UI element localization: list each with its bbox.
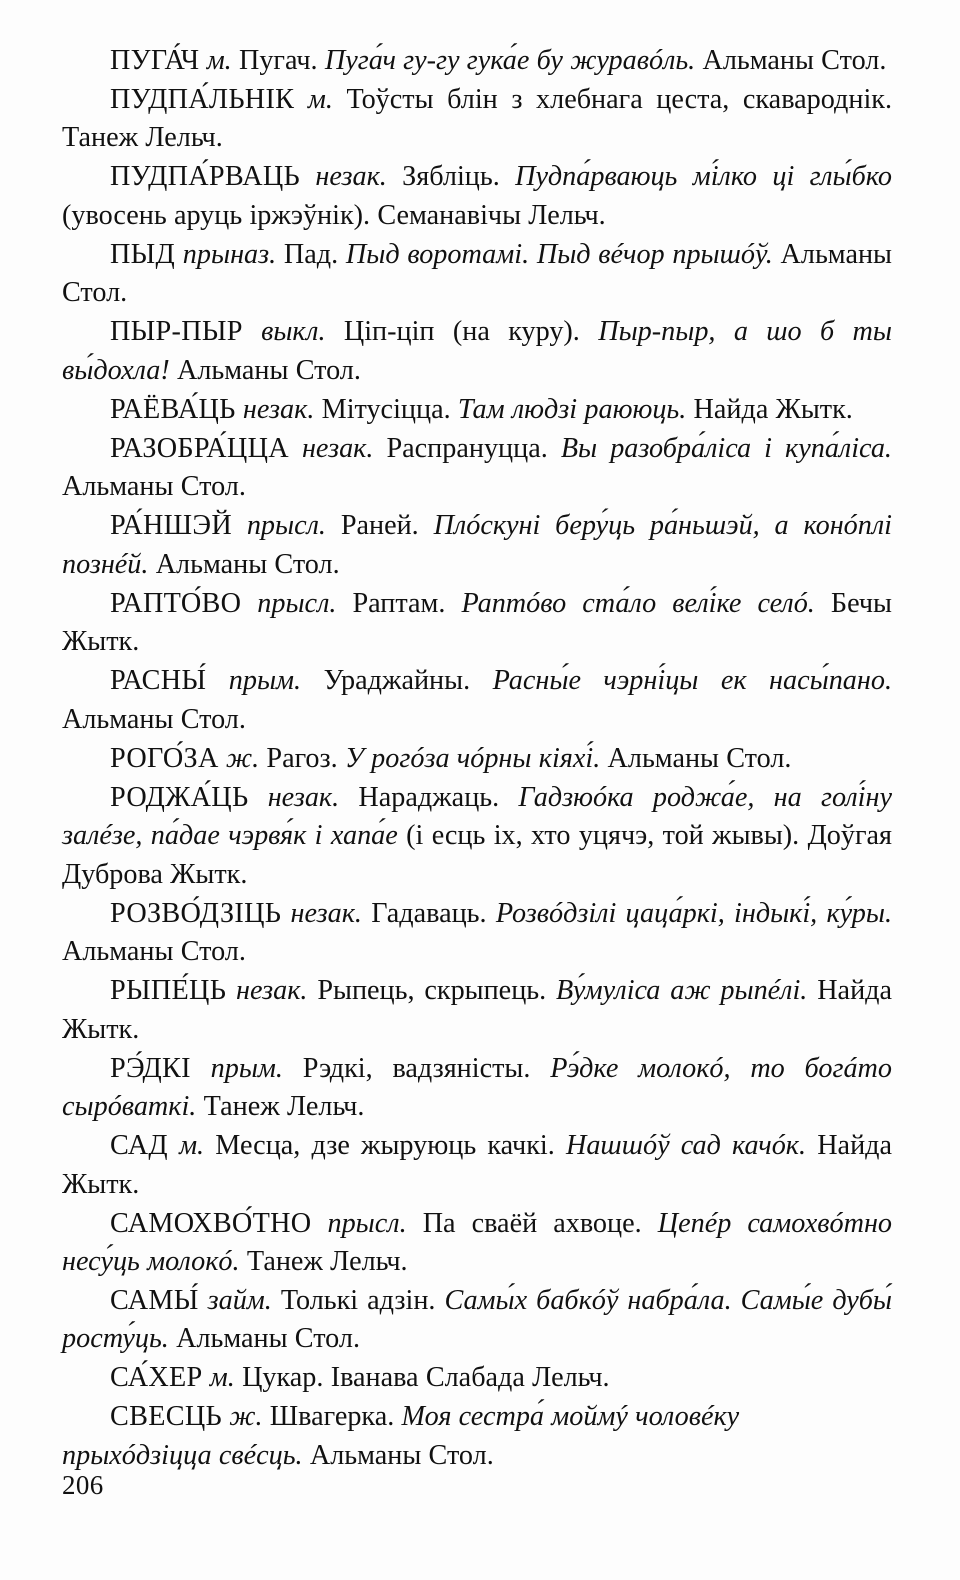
source-locality: Альманы Стол. [62, 703, 246, 735]
dictionary-entry [62, 740, 892, 778]
grammar-label: м. [209, 1362, 235, 1394]
grammar-label: м. [307, 83, 333, 115]
headword: ПЫР-ПЫР [110, 316, 243, 348]
source-locality: Альманы Стол. [62, 471, 246, 503]
source-locality: Альманы Стол. [62, 936, 246, 968]
headword: СВЕСЦЬ [110, 1401, 222, 1433]
dictionary-entry [62, 585, 892, 662]
definition: Швагерка. [269, 1401, 395, 1433]
example-sentence: Ву́муліса аж рыпéлі. [556, 975, 808, 1007]
example-sentence: Пыд воротамі. Пыд вéчор прышóў. [345, 238, 773, 270]
grammar-label: прым. [228, 665, 302, 697]
example-sentence: Там людзі раююць. [457, 393, 687, 425]
definition: Ціп-ціп (на куру). [343, 316, 580, 348]
source-locality: Найда Жытк. [62, 975, 893, 1045]
example-sentence: Расны́е чэрні́цы ек насы́пано. [492, 665, 893, 697]
grammar-label: незак. [290, 897, 362, 929]
definition: Рыпець, скрыпець. [317, 975, 547, 1007]
source-locality: Альманы Стол. [176, 1323, 361, 1355]
dictionary-entry [62, 1205, 892, 1282]
headword: РА́НШЭЙ [110, 510, 232, 542]
definition: Па сваёй ахвоце. [422, 1207, 642, 1239]
source-locality: Іванава Слабада Лельч. [330, 1362, 610, 1394]
definition: Гадаваць. [371, 897, 487, 929]
example-gloss: (і есць іх, хто уцячэ, той жывы). [406, 820, 800, 852]
definition: Толькі адзін. [280, 1285, 436, 1316]
example-sentence: Гадзюóка роджа́е, на голі́ну залéзе, па́дае чэрвя́к і хапа́е [62, 781, 892, 852]
grammar-label: ж. [225, 742, 260, 774]
headword: САМОХВО́ТНО [110, 1207, 312, 1239]
source-locality: Найда Жытк. [62, 1130, 893, 1200]
dictionary-entry [62, 236, 892, 313]
dictionary-entry [62, 42, 892, 80]
definition: Раптам. [352, 587, 446, 619]
dictionary-entry [62, 430, 892, 507]
source-locality: Альманы Стол. [309, 1439, 494, 1471]
source-locality: Танеж Лельч. [203, 1091, 365, 1123]
grammar-label: прыназ. [182, 238, 277, 270]
grammar-label: займ. [207, 1285, 272, 1316]
definition: Зябліць. [402, 161, 500, 193]
definition: Рэдкі, вадзяністы. [302, 1052, 531, 1084]
grammar-label: прым. [210, 1052, 283, 1084]
example-sentence: Моя сестра́ моймý чоловéку прыхóдзіцца свéсць. [62, 1401, 740, 1471]
dictionary-entry [62, 1050, 892, 1127]
grammar-label: незак. [301, 432, 374, 464]
source-locality: Бечы Жытк. [62, 587, 892, 658]
dictionary-entry [62, 313, 892, 390]
example-gloss: (увосень аруць іржэўнік). [62, 199, 371, 231]
grammar-label: м. [206, 45, 232, 76]
headword: ПУГА́Ч [110, 45, 200, 76]
definition: Пугач. [238, 45, 318, 76]
headword: РАПТО́ВО [110, 587, 242, 619]
example-sentence: Пыр-пыр, а шо б ты вы́дохла! [62, 316, 892, 386]
headword: ПЫД [110, 238, 176, 270]
headword: ПУДПА́ЛЬНІК [110, 83, 295, 115]
entry-column [62, 42, 892, 1476]
dictionary-entry [62, 1127, 892, 1204]
headword: ПУДПА́РВАЦЬ [110, 161, 301, 193]
headword: РЫПЕ́ЦЬ [110, 975, 227, 1007]
definition: Ураджайны. [323, 665, 471, 697]
headword: СА́ХЕР [110, 1362, 203, 1394]
source-locality: Альманы Стол. [607, 742, 792, 774]
headword: РОГО́ЗА [110, 742, 219, 774]
source-locality: Альманы Стол. [702, 45, 887, 76]
source-locality: Танеж Лельч. [62, 122, 223, 154]
headword: РОЗВО́ДЗІЦЬ [110, 897, 282, 929]
example-sentence: Вы разобра́ліса і купа́ліса. [560, 432, 892, 464]
dictionary-entry [62, 662, 892, 739]
grammar-label: прысл. [327, 1207, 407, 1239]
definition: Цукар. [242, 1362, 324, 1394]
example-sentence: Цепéр самохвóтно несу́ць молокó. [62, 1207, 893, 1278]
source-locality: Доўгая Дуброва Жытк. [62, 820, 893, 890]
source-locality: Найда Жытк. [693, 393, 853, 425]
dictionary-entry [62, 972, 892, 1049]
headword: САМЫ́ [110, 1285, 199, 1316]
grammar-label: прысл. [246, 510, 326, 542]
example-sentence: Раптóво ста́ло велі́ке селó. [461, 587, 815, 619]
example-sentence: Розвóдзілі цаца́ркі, індыкі́, ку́ры. [495, 897, 893, 929]
grammar-label: прысл. [257, 587, 337, 619]
headword: РОДЖА́ЦЬ [110, 781, 249, 813]
headword: РАЗОБРА́ЦЦА [110, 432, 289, 464]
source-locality: Альманы Стол. [155, 548, 340, 580]
dictionary-entry [62, 895, 892, 972]
grammar-label: незак. [315, 161, 387, 193]
headword: РАСНЫ́ [110, 665, 207, 697]
grammar-label: незак. [267, 781, 340, 813]
definition: Распрануцца. [386, 432, 548, 464]
example-sentence: Нашшóў сад качóк. [565, 1130, 807, 1162]
dictionary-entry [62, 158, 892, 235]
dictionary-entry [62, 1359, 892, 1397]
dictionary-entry [62, 507, 892, 584]
example-sentence: Самы́х бабкóў набра́ла. Самы́е дубы́ росту́ць. [62, 1285, 892, 1355]
grammar-label: незак. [242, 393, 315, 425]
example-sentence: Плóскуні беру́ць ра́ньшэй, а конóплі познéй. [62, 510, 892, 580]
grammar-label: ж. [229, 1401, 263, 1433]
definition: Месца, дзе жыруюць качкі. [215, 1130, 555, 1162]
headword: РЭ́ДКІ [110, 1052, 191, 1084]
page-number: 206 [62, 1470, 104, 1500]
source-locality: Семанавічы Лельч. [377, 199, 606, 231]
headword: САД [110, 1130, 168, 1162]
source-locality: Альманы Стол. [177, 354, 361, 386]
dictionary-entry [62, 391, 892, 429]
grammar-label: незак. [236, 975, 308, 1007]
source-locality: Танеж Лельч. [246, 1246, 408, 1278]
definition: Рагоз. [266, 742, 338, 774]
example-sentence: Рэ́дке молокó, то богáто сырóваткі. [62, 1052, 892, 1123]
grammar-label: м. [179, 1130, 205, 1162]
grammar-label: выкл. [261, 316, 326, 348]
example-sentence: У рогóза чóрны кіяхі́. [344, 742, 601, 774]
dictionary-entry [62, 1398, 892, 1475]
definition: Тоўсты блін з хлебнага цеста, скавароднік. [346, 83, 893, 115]
definition: Нараджаць. [358, 781, 500, 813]
definition: Пад. [283, 238, 339, 270]
definition: Мітусіцца. [321, 393, 451, 425]
dictionary-entry [62, 779, 892, 894]
source-locality: Альманы Стол. [62, 238, 892, 309]
example-sentence: Пуга́ч гу-гу гука́е бу журавóль. [324, 45, 696, 76]
definition: Раней. [340, 510, 419, 542]
headword: РАЁВА́ЦЬ [110, 393, 236, 425]
dictionary-entry [62, 1282, 892, 1359]
example-sentence: Пудпа́рваюць мі́лко ці глы́бко [515, 161, 893, 193]
dictionary-entry [62, 81, 892, 158]
